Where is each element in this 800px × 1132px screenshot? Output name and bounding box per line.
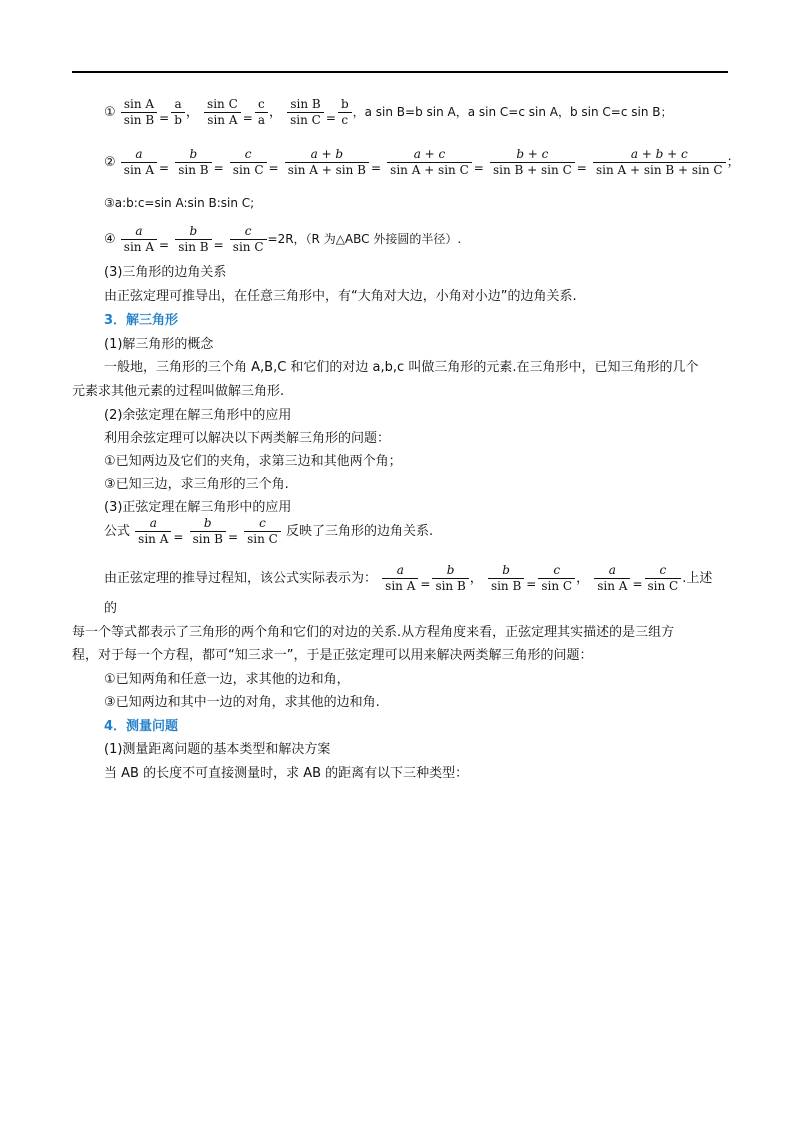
fraction: $\frac{b}{c}$: [338, 97, 352, 128]
fraction: $\frac{c}{\text{sin C}}$: [244, 516, 281, 547]
fraction: $\frac{\text{sin C}}{\text{sin A}}$: [204, 97, 241, 128]
fraction: $\frac{a + b + c}{\text{sin A + sin B + sin C}}$: [593, 147, 726, 178]
fraction: $\frac{b}{\text{sin B}}$: [190, 516, 226, 547]
section-3-title: (3)三角形的边角关系: [104, 265, 227, 280]
formula-2: ② $\frac{a}{\text{sin A}}$ = $\frac{b}{\text{sin B}}$ = $\frac{c}{\text{sin C}}$ = $\frac{a + b}{\text{sin A + sin B}}$ = $\frac{a + c}{\text{sin A + sin C}}$ = $\frac{b + c}{\text{sin B + sin C}}$ = $\frac{a + b + c}{\text{sin A + sin B + sin C}}$ ；: [104, 147, 740, 177]
p2-item-1: ①已知两边及它们的夹角，求第三边和其他两个角；: [104, 454, 402, 469]
p3-line-3: 的: [104, 601, 118, 616]
p3-line-4: 每一个等式都表示了三角形的两个角和它们的对边的关系.从方程角度来看，正弦定理其实描述的是三组方: [72, 625, 675, 640]
fraction: $\frac{b}{\text{sin B}}$: [488, 563, 524, 594]
p1-title: (1)解三角形的概念: [104, 337, 214, 352]
p3-formula: 公式 $\frac{a}{\text{sin A}}$ = $\frac{b}{\text{sin B}}$ = $\frac{c}{\text{sin C}}$ 反映了三角形的边角关系.: [104, 516, 434, 546]
fraction: $\frac{a}{\text{sin A}}$: [121, 224, 157, 255]
p1-text-1: 一般地，三角形的三个角 A,B,C 和它们的对边 a,b,c 叫做三角形的元素.在三角形中，已知三角形的几个: [104, 360, 699, 375]
p3-line-2: 由正弦定理的推导过程知，该公式实际表示为： $\frac{a}{\text{sin A}}$ = $\frac{b}{\text{sin B}}$ ， $\frac{b}{\text{sin B}}$ = $\frac{c}{\text{sin C}}$ ， $\frac{a}{\text{sin A}}$ = $\frac{c}{\text{sin C}}$ .上述: [104, 563, 713, 593]
heading-4: 4．测量问题: [104, 719, 179, 734]
fraction: $\frac{c}{\text{sin C}}$: [645, 563, 682, 594]
measure-title: (1)测量距离问题的基本类型和解决方案: [104, 742, 331, 757]
fraction: $\frac{b + c}{\text{sin B + sin C}}$: [490, 147, 575, 178]
fraction: $\frac{c}{a}$: [255, 97, 268, 128]
formula-4: ④ $\frac{a}{\text{sin A}}$ = $\frac{b}{\text{sin B}}$ = $\frac{c}{\text{sin C}}$ =2R，（R 为△ABC 外接圆的半径）.: [104, 224, 462, 254]
fraction: $\frac{\text{sin B}}{\text{sin C}}$: [287, 97, 324, 128]
fraction: $\frac{a}{\text{sin A}}$: [382, 563, 418, 594]
fraction: $\frac{b}{\text{sin B}}$: [175, 147, 211, 178]
fraction: $\frac{a + b}{\text{sin A + sin B}}$: [285, 147, 369, 178]
p3-item-2: ③已知两边和其中一边的对角，求其他的边和角.: [104, 695, 380, 710]
fraction: $\frac{\text{sin A}}{\text{sin B}}$: [121, 97, 157, 128]
p1-text-2: 元素求其他元素的过程叫做解三角形.: [72, 384, 285, 399]
p2-title: (2)余弦定理在解三角形中的应用: [104, 408, 292, 423]
fraction: $\frac{a}{\text{sin A}}$: [121, 147, 157, 178]
fraction: $\frac{c}{\text{sin C}}$: [230, 224, 267, 255]
fraction: $\frac{a}{\text{sin A}}$: [594, 563, 630, 594]
p2-text: 利用余弦定理可以解决以下两类解三角形的问题：: [104, 431, 391, 446]
fraction: $\frac{c}{\text{sin C}}$: [538, 563, 575, 594]
fraction: $\frac{a}{b}$: [171, 97, 185, 128]
p3-title: (3)正弦定理在解三角形中的应用: [104, 500, 292, 515]
fraction: $\frac{c}{\text{sin C}}$: [230, 147, 267, 178]
formula-3: ③a:b:c=sin A:sin B:sin C;: [104, 196, 255, 210]
formula-1: ① $\frac{\text{sin A}}{\text{sin B}}$ = $\frac{a}{b}$ ， $\frac{\text{sin C}}{\text{sin A}}$ = $\frac{c}{a}$ ， $\frac{\text{sin B}}{\text{sin C}}$ = $\frac{b}{c}$ ，a sin B=b sin A，a sin C=c sin A，b sin C=c sin B；: [104, 97, 673, 127]
fraction: $\frac{b}{\text{sin B}}$: [175, 224, 211, 255]
p3-line-5: 程，对于每一个方程，都可“知三求一”，于是正弦定理可以用来解决两类解三角形的问题：: [72, 648, 593, 663]
heading-3: 3．解三角形: [104, 313, 179, 328]
fraction: $\frac{a + c}{\text{sin A + sin C}}$: [387, 147, 472, 178]
section-3-text: 由正弦定理可推导出，在任意三角形中，有“大角对大边，小角对小边”的边角关系.: [104, 289, 577, 304]
fraction: $\frac{a}{\text{sin A}}$: [135, 516, 171, 547]
measure-text: 当 AB 的长度不可直接测量时，求 AB 的距离有以下三种类型：: [104, 766, 469, 781]
fraction: $\frac{b}{\text{sin B}}$: [432, 563, 468, 594]
p2-item-2: ③已知三边，求三角形的三个角.: [104, 477, 289, 492]
header-rule: [72, 71, 728, 73]
p3-item-1: ①已知两角和任意一边，求其他的边和角，: [104, 672, 350, 687]
